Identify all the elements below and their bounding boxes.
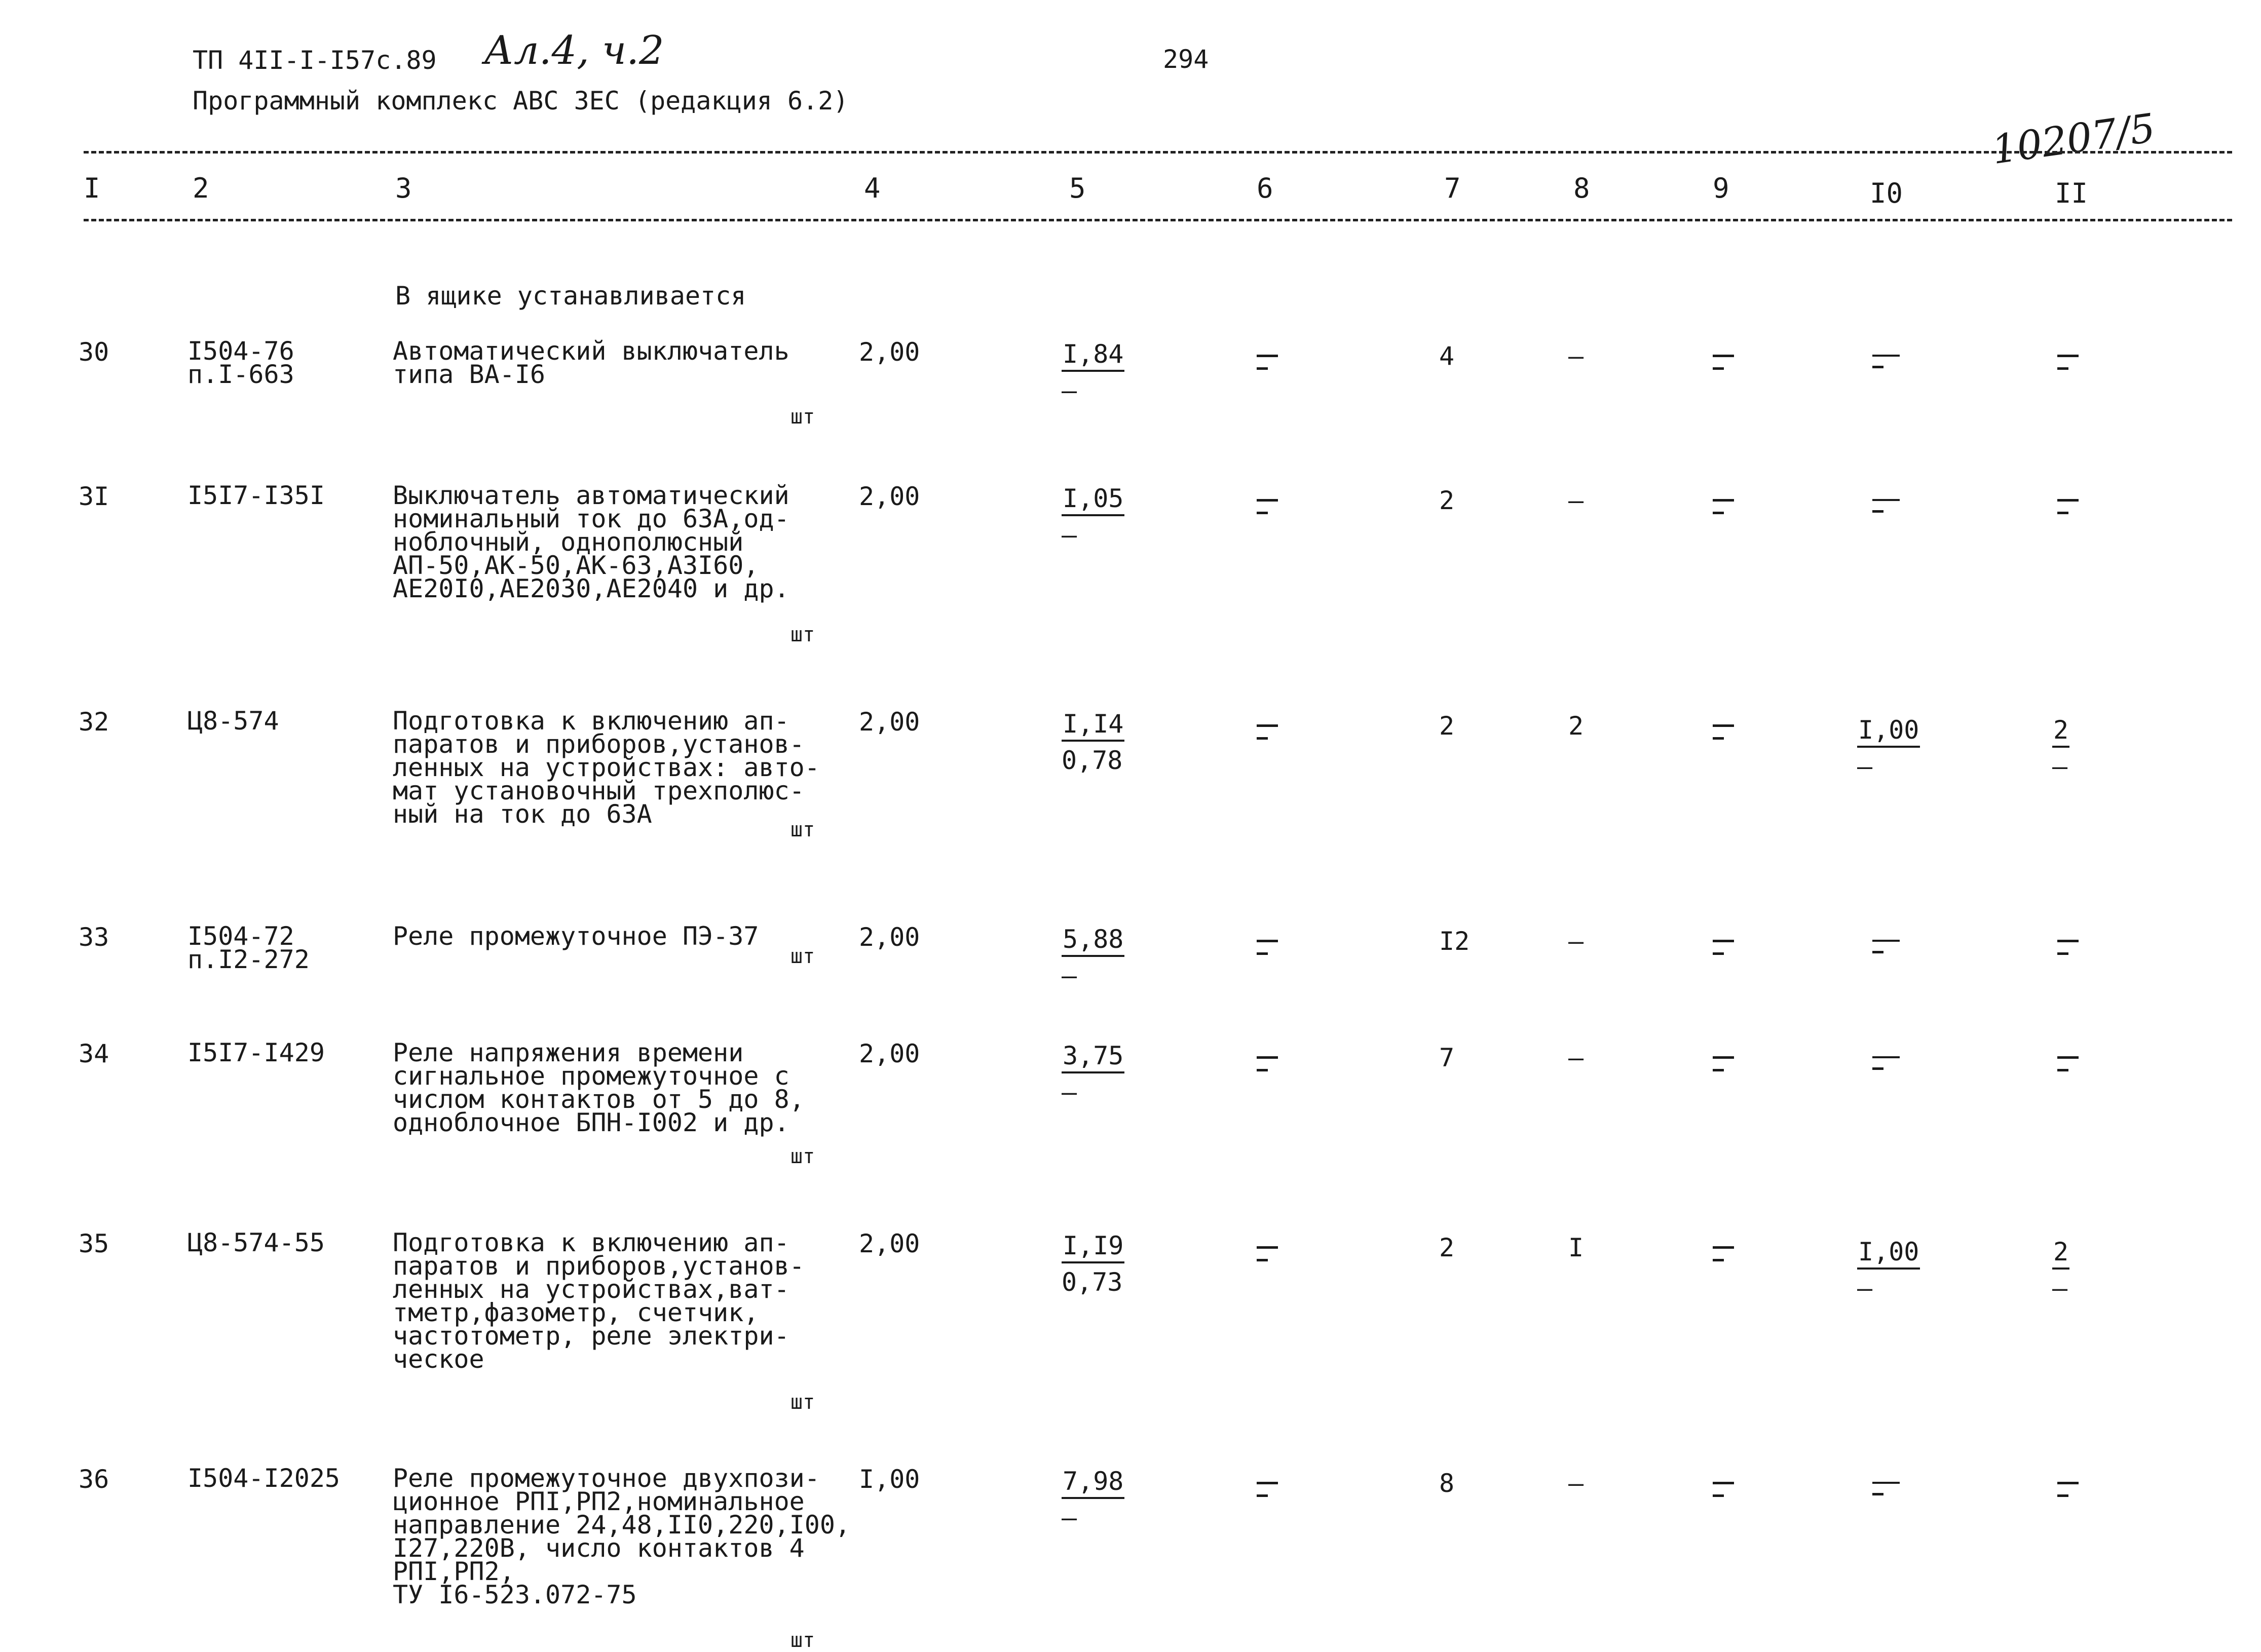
row-unit: шт — [790, 1145, 815, 1168]
row-description-line: номинальный ток до 63А,од- — [393, 504, 789, 533]
column-header-3: 3 — [395, 172, 412, 204]
row-col9-empty-mark — [1713, 499, 1734, 514]
row-col5-value — [1062, 1467, 1124, 1532]
section-heading: В ящике устанавливается — [395, 281, 746, 311]
row-description-line: Реле промежуточное двухпози- — [393, 1464, 820, 1493]
row-col8-value: 2 — [1568, 711, 1584, 741]
row-code-line: Ц8-574 — [187, 706, 279, 736]
row-number: 36 — [79, 1465, 109, 1494]
row-code-line: Ц8-574-55 — [187, 1228, 325, 1257]
row-number: 32 — [79, 707, 109, 737]
row-col11-bottom: – — [2052, 1274, 2068, 1303]
row-col8-dash: – — [1568, 1043, 1584, 1072]
row-unit: шт — [790, 623, 815, 646]
column-header-4: 4 — [864, 172, 881, 204]
row-description-line: ленных на устройствах: авто- — [393, 753, 820, 782]
row-col5-bottom: 0,73 — [1062, 1267, 1123, 1297]
row-code-line: I504-I2025 — [187, 1464, 341, 1493]
row-description-line: паратов и приборов,установ- — [393, 1251, 805, 1281]
handwritten-reference: 10207/5 — [1989, 105, 2158, 174]
page-number: 294 — [1163, 45, 1209, 74]
row-description-line: ленных на устройствах,ват- — [393, 1275, 789, 1304]
row-description-line: Автоматический выключатель — [393, 336, 789, 366]
row-col7-value: I2 — [1439, 927, 1470, 956]
row-col8-dash: – — [1568, 341, 1584, 371]
row-code-line: I5I7-I35I — [187, 481, 325, 510]
row-col9-empty-mark — [1713, 724, 1734, 740]
row-code-line: п.I2-272 — [187, 945, 310, 974]
row-col5-top: I,I9 — [1062, 1231, 1124, 1263]
row-col5-bottom: – — [1062, 1503, 1077, 1532]
row-description-line: паратов и приборов,установ- — [393, 729, 805, 759]
row-description-line: сигнальное промежуточное с — [393, 1061, 789, 1091]
row-col7-value: 7 — [1439, 1043, 1455, 1072]
row-col6-empty-mark — [1257, 940, 1278, 955]
row-col5-value — [1062, 925, 1124, 990]
row-description-line: тметр,фазометр, счетчик, — [393, 1298, 759, 1327]
row-col10-top: I,00 — [1857, 715, 1920, 748]
row-description-line: числом контактов от 5 до 8, — [393, 1085, 805, 1114]
row-col10-empty-mark — [1872, 940, 1900, 953]
row-description-line: Реле напряжения времени — [393, 1038, 744, 1067]
row-col8-dash: – — [1568, 927, 1584, 956]
row-col7-value: 2 — [1439, 1233, 1455, 1262]
row-col7-value: 8 — [1439, 1469, 1455, 1498]
row-description-line: Реле промежуточное ПЭ-37 — [393, 921, 759, 951]
row-unit: шт — [790, 1391, 815, 1414]
row-quantity: 2,00 — [859, 1229, 920, 1258]
row-col10-bottom: – — [1857, 752, 1873, 781]
row-description-line: I27,220В, число контактов 4 — [393, 1533, 805, 1563]
row-description-line: ческое — [393, 1344, 484, 1374]
row-quantity: 2,00 — [859, 923, 920, 952]
row-description-line: типа ВА-I6 — [393, 360, 546, 389]
row-col6-empty-mark — [1257, 724, 1278, 740]
row-col5-top: 7,98 — [1062, 1467, 1124, 1499]
row-col6-empty-mark — [1257, 1246, 1278, 1261]
column-header-7: 7 — [1444, 172, 1461, 204]
row-code-line: I504-76 — [187, 336, 294, 366]
row-col6-empty-mark — [1257, 1056, 1278, 1071]
row-number: 30 — [79, 337, 109, 367]
header-top-rule — [84, 151, 2232, 153]
row-description-line: АП-50,АК-50,АК-63,А3I60, — [393, 551, 759, 580]
row-quantity: 2,00 — [859, 337, 920, 367]
row-description-line: Подготовка к включению ап- — [393, 1228, 789, 1257]
column-header-6: 6 — [1257, 172, 1273, 204]
row-col6-empty-mark — [1257, 499, 1278, 514]
row-col7-value: 4 — [1439, 341, 1455, 371]
column-header-11: II — [2055, 177, 2088, 209]
row-description-line: направление 24,48,II0,220,I00, — [393, 1510, 851, 1540]
row-number: 35 — [79, 1229, 109, 1258]
row-col7-value: 2 — [1439, 711, 1455, 741]
row-col5-bottom: 0,78 — [1062, 746, 1123, 775]
row-description-line: РПI,РП2, — [393, 1557, 515, 1586]
row-col5-bottom: – — [1062, 961, 1077, 990]
row-col5-bottom: – — [1062, 1078, 1077, 1107]
column-header-5: 5 — [1069, 172, 1086, 204]
row-description-line: ный на ток до 63А — [393, 799, 652, 829]
row-col5-value — [1062, 709, 1124, 775]
row-col11-top: 2 — [2052, 1237, 2069, 1270]
handwritten-note: Ал.4, ч.2 — [484, 28, 664, 73]
row-col10-value — [1857, 1237, 1920, 1303]
row-description-line: ТУ I6-523.072-75 — [393, 1580, 637, 1609]
row-col9-empty-mark — [1713, 1056, 1734, 1071]
row-quantity: 2,00 — [859, 1039, 920, 1068]
row-col5-top: I,84 — [1062, 339, 1124, 372]
row-col5-top: I,I4 — [1062, 709, 1124, 742]
row-description-line: одноблочное БПН-I002 и др. — [393, 1108, 789, 1137]
document-code: ТП 4II-I-I57с.89 — [193, 46, 437, 75]
row-col11-empty-mark — [2057, 355, 2079, 370]
row-col11-empty-mark — [2057, 940, 2079, 955]
row-col8-dash: – — [1568, 1469, 1584, 1498]
column-header-1: I — [84, 172, 100, 204]
row-number: 3I — [79, 482, 109, 511]
row-col5-bottom: – — [1062, 376, 1077, 405]
row-quantity: 2,00 — [859, 482, 920, 511]
row-col5-top: 5,88 — [1062, 925, 1124, 957]
row-unit: шт — [790, 818, 815, 841]
column-header-9: 9 — [1713, 172, 1729, 204]
row-unit: шт — [790, 405, 815, 429]
row-col11-value — [2052, 715, 2069, 781]
row-description-line: Выключатель автоматический — [393, 481, 789, 510]
row-description-line: ноблочный, однополюсный — [393, 527, 744, 557]
row-col5-value — [1062, 1231, 1124, 1297]
row-number: 34 — [79, 1039, 109, 1068]
row-description-line: Подготовка к включению ап- — [393, 706, 789, 736]
row-col10-top: I,00 — [1857, 1237, 1920, 1270]
row-col10-empty-mark — [1872, 499, 1900, 513]
row-description-line: АЕ20I0,АЕ2030,АЕ2040 и др. — [393, 574, 789, 603]
row-col10-empty-mark — [1872, 355, 1900, 368]
row-col6-empty-mark — [1257, 1482, 1278, 1497]
row-col11-empty-mark — [2057, 1482, 2079, 1497]
row-description-line: частотометр, реле электри- — [393, 1321, 789, 1351]
row-col9-empty-mark — [1713, 1246, 1734, 1261]
row-col11-empty-mark — [2057, 1056, 2079, 1071]
row-col8-value: I — [1568, 1233, 1584, 1262]
row-col9-empty-mark — [1713, 1482, 1734, 1497]
row-description-line: мат установочный трехполюс- — [393, 776, 805, 805]
row-col10-empty-mark — [1872, 1056, 1900, 1070]
row-col5-value — [1062, 1041, 1124, 1107]
row-col10-bottom: – — [1857, 1274, 1873, 1303]
row-col5-value — [1062, 484, 1124, 550]
column-header-8: 8 — [1573, 172, 1590, 204]
row-description-line: ционное РПI,РП2,номинальное — [393, 1487, 805, 1516]
row-col9-empty-mark — [1713, 940, 1734, 955]
row-code-line: I5I7-I429 — [187, 1038, 325, 1067]
row-unit: шт — [790, 1629, 815, 1652]
row-number: 33 — [79, 923, 109, 952]
row-col9-empty-mark — [1713, 355, 1734, 370]
row-col10-value — [1857, 715, 1920, 781]
row-col11-bottom: – — [2052, 752, 2068, 781]
row-col5-top: I,05 — [1062, 484, 1124, 516]
row-unit: шт — [790, 945, 815, 968]
row-col5-top: 3,75 — [1062, 1041, 1124, 1073]
row-col8-dash: – — [1568, 486, 1584, 515]
row-col5-value — [1062, 339, 1124, 405]
row-quantity: I,00 — [859, 1465, 920, 1494]
program-line: Программный комплекс АВС ЗЕС (редакция 6.2) — [193, 86, 849, 116]
row-code-line: п.I-663 — [187, 360, 294, 389]
row-col6-empty-mark — [1257, 355, 1278, 370]
row-col11-value — [2052, 1237, 2069, 1303]
header-bottom-rule — [84, 219, 2232, 221]
column-header-10: I0 — [1870, 177, 1903, 209]
row-col7-value: 2 — [1439, 486, 1455, 515]
column-header-2: 2 — [193, 172, 209, 204]
row-col10-empty-mark — [1872, 1482, 1900, 1495]
row-code-line: I504-72 — [187, 921, 294, 951]
row-quantity: 2,00 — [859, 707, 920, 737]
row-col11-top: 2 — [2052, 715, 2069, 748]
row-col5-bottom: – — [1062, 520, 1077, 550]
row-col11-empty-mark — [2057, 499, 2079, 514]
